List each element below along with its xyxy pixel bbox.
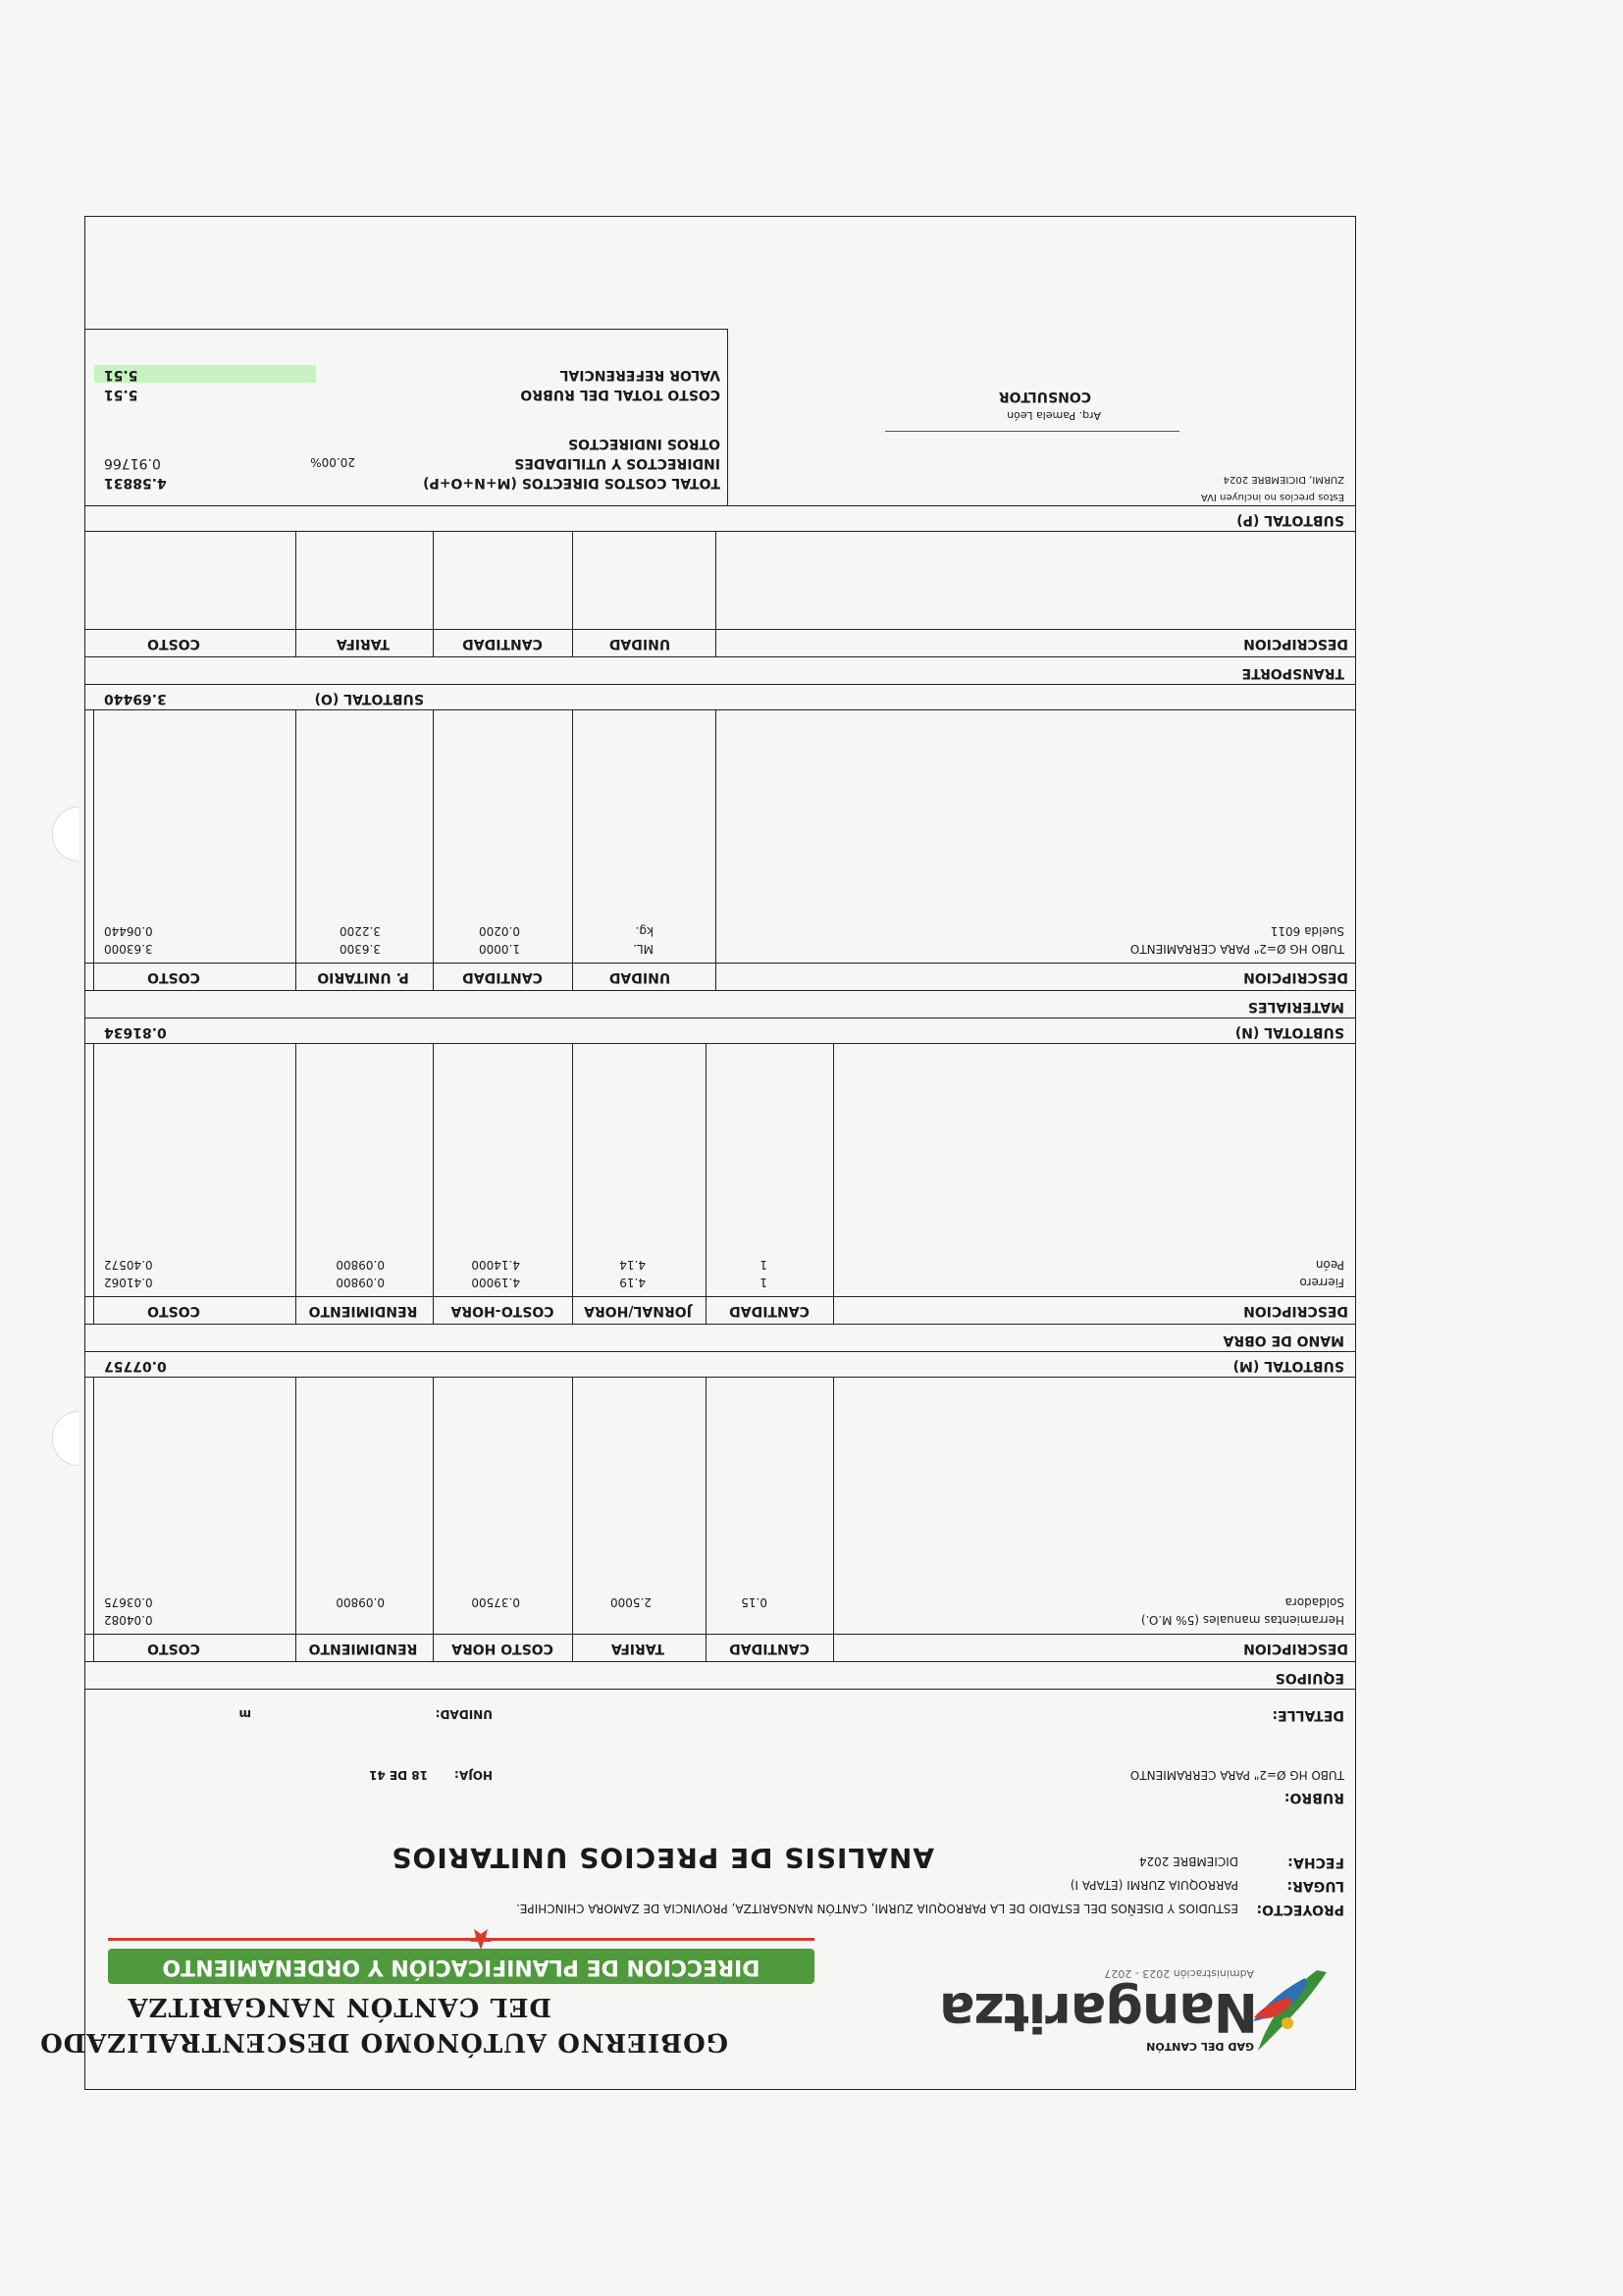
col-divider bbox=[833, 1378, 834, 1662]
materiales-unitario: 3.6300 bbox=[340, 942, 381, 956]
equipos-subtotal-label: SUBTOTAL (M) bbox=[1232, 1358, 1344, 1374]
materiales-header-unitario: P. UNITARIO bbox=[317, 969, 409, 985]
administration-text: Administración 2023 - 2027 bbox=[1104, 1967, 1254, 1980]
materiales-unidad: kg. bbox=[635, 924, 654, 938]
materiales-cantidad: 1.0000 bbox=[479, 942, 520, 956]
rule bbox=[84, 709, 1356, 710]
valor-referencial: 5.51 bbox=[104, 367, 138, 383]
equipos-subtotal: 0.07757 bbox=[104, 1358, 167, 1374]
document-title: ANALISIS DE PRECIOS UNITARIOS bbox=[391, 1842, 934, 1874]
transporte-header-descripcion: DESCRIPCION bbox=[1243, 636, 1348, 652]
sheet-frame bbox=[84, 216, 1356, 2090]
transporte-subtotal-label: SUBTOTAL (P) bbox=[1236, 512, 1344, 528]
mano-obra-header-rendimiento: RENDIMIENTO bbox=[308, 1303, 418, 1319]
indirectos-label: INDIRECTOS Y UTILIDADES bbox=[514, 455, 720, 471]
equipos-header-descripcion: DESCRIPCION bbox=[1243, 1641, 1348, 1656]
iva-note: Estos precios no incluyen IVA bbox=[1200, 492, 1344, 502]
equipos-costo: 0.04082 bbox=[104, 1613, 153, 1627]
transporte-header-cantidad: CANTIDAD bbox=[462, 636, 543, 652]
rule bbox=[84, 963, 1356, 964]
mano-obra-jornal: 4.19 bbox=[619, 1276, 646, 1289]
col-divider bbox=[433, 1044, 434, 1325]
materiales-section: MATERIALES bbox=[1247, 999, 1344, 1015]
rubro-value: TUBO HG Ø=2" PARA CERRAMIENTO bbox=[1129, 1768, 1344, 1782]
total-directos: 4.58831 bbox=[104, 475, 167, 491]
red-rule bbox=[108, 1938, 814, 1941]
col-divider bbox=[433, 1378, 434, 1662]
indirectos-pct: 20.00% bbox=[310, 455, 355, 469]
rule bbox=[84, 684, 1356, 685]
transporte-section: TRANSPORTE bbox=[1241, 665, 1344, 681]
logo-wordmark: Nangaritza bbox=[940, 1981, 1258, 2043]
col-divider bbox=[715, 532, 716, 657]
costo-total-label: COSTO TOTAL DEL RUBRO bbox=[520, 387, 720, 402]
rule bbox=[84, 1377, 1356, 1378]
rule bbox=[84, 1634, 1356, 1635]
mano-obra-costo: 0.40572 bbox=[104, 1258, 153, 1272]
rule bbox=[84, 1043, 1356, 1044]
rubro-label: RUBRO: bbox=[1283, 1790, 1344, 1805]
unidad-label: UNIDAD: bbox=[435, 1707, 493, 1721]
total-directos-label: TOTAL COSTOS DIRECTOS (M+N+O+P) bbox=[423, 475, 720, 491]
mano-obra-header-descripcion: DESCRIPCION bbox=[1243, 1303, 1348, 1319]
col-divider bbox=[433, 532, 434, 657]
consultor-title: CONSULTOR bbox=[998, 389, 1091, 404]
equipos-header-costo-hora: COSTO HORA bbox=[451, 1641, 553, 1656]
equipos-desc: Herramientas manuales (5% M.O.) bbox=[1140, 1613, 1344, 1627]
costo-total: 5.51 bbox=[104, 387, 138, 402]
rule bbox=[84, 1351, 1356, 1352]
consultor-name: Arq. Pamela León bbox=[1007, 409, 1101, 422]
col-divider bbox=[295, 532, 296, 657]
materiales-header-cantidad: CANTIDAD bbox=[462, 969, 543, 985]
rule bbox=[84, 1661, 1356, 1662]
equipos-costo-hora: 0.37500 bbox=[471, 1595, 520, 1609]
punch-hole bbox=[52, 1411, 79, 1466]
col-divider bbox=[727, 330, 728, 506]
materiales-header-unidad: UNIDAD bbox=[608, 969, 671, 985]
mano-obra-subtotal: 0.81634 bbox=[104, 1024, 167, 1040]
lugar-value: PARROQUIA ZURMI (ETAPA I) bbox=[1070, 1878, 1238, 1892]
signature-line bbox=[885, 431, 1179, 432]
col-divider bbox=[93, 710, 94, 991]
materiales-costo: 3.63000 bbox=[104, 942, 153, 956]
rule bbox=[84, 990, 1356, 991]
mano-obra-desc: Peón bbox=[1315, 1258, 1344, 1272]
rule bbox=[84, 1324, 1356, 1325]
punch-hole bbox=[52, 807, 79, 861]
rule bbox=[84, 1689, 1356, 1690]
otros-indirectos-label: OTROS INDIRECTOS bbox=[568, 436, 720, 451]
mano-obra-header-cantidad: CANTIDAD bbox=[729, 1303, 810, 1319]
materiales-header-descripcion: DESCRIPCION bbox=[1243, 969, 1348, 985]
materiales-desc: Suelda 6011 bbox=[1270, 924, 1344, 938]
logo-small-text: GAD DEL CANTÓN bbox=[1146, 2040, 1254, 2053]
materiales-costo: 0.06440 bbox=[104, 924, 153, 938]
gad-title-line2: DEL CANTÓN NANGARITZA bbox=[127, 1992, 551, 2021]
rule bbox=[84, 629, 1356, 630]
rule bbox=[84, 1296, 1356, 1297]
mano-obra-rendimiento: 0.09800 bbox=[336, 1276, 385, 1289]
hoja-label: HOJA: bbox=[453, 1768, 493, 1782]
fecha-value: DICIEMBRE 2024 bbox=[1138, 1854, 1238, 1868]
col-divider bbox=[572, 1044, 573, 1325]
rule bbox=[84, 329, 728, 330]
equipos-header-costo: COSTO bbox=[147, 1641, 200, 1656]
materiales-desc: TUBO HG Ø=2" PARA CERRAMIENTO bbox=[1129, 942, 1344, 956]
valor-referencial-label: VALOR REFERENCIAL bbox=[559, 367, 720, 383]
col-divider bbox=[706, 1378, 707, 1662]
col-divider bbox=[572, 1378, 573, 1662]
mano-obra-subtotal-label: SUBTOTAL (N) bbox=[1234, 1024, 1344, 1040]
mano-obra-costo-hora: 4.14000 bbox=[471, 1258, 520, 1272]
materiales-header-costo: COSTO bbox=[147, 969, 200, 985]
mano-obra-header-jornal: JORNAL/HORA bbox=[584, 1303, 692, 1319]
mano-obra-header-costo-hora: COSTO-HORA bbox=[450, 1303, 554, 1319]
col-divider bbox=[433, 710, 434, 991]
col-divider bbox=[706, 1044, 707, 1325]
equipos-header-tarifa: TARIFA bbox=[610, 1641, 665, 1656]
place-date: ZURMI, DICIEMBRE 2024 bbox=[1223, 474, 1344, 485]
mano-obra-desc: Fierrero bbox=[1299, 1276, 1344, 1289]
col-divider bbox=[715, 710, 716, 991]
equipos-tarifa: 2.5000 bbox=[610, 1595, 652, 1609]
equipos-section: EQUIPOS bbox=[1275, 1670, 1344, 1686]
star-icon bbox=[469, 1927, 493, 1951]
col-divider bbox=[572, 710, 573, 991]
unidad-value: m bbox=[238, 1707, 251, 1721]
col-divider bbox=[295, 1378, 296, 1662]
mano-obra-cantidad: 1 bbox=[759, 1258, 767, 1272]
mano-obra-costo: 0.41062 bbox=[104, 1276, 153, 1289]
indirectos: 0.91766 bbox=[104, 455, 161, 471]
col-divider bbox=[93, 1378, 94, 1662]
mano-obra-header-costo: COSTO bbox=[147, 1303, 200, 1319]
materiales-unidad: ML. bbox=[633, 942, 654, 956]
equipos-cantidad: 0.15 bbox=[741, 1595, 767, 1609]
equipos-header-cantidad: CANTIDAD bbox=[729, 1641, 810, 1656]
equipos-costo: 0.03675 bbox=[104, 1595, 153, 1609]
mano-obra-section: MANO DE OBRA bbox=[1223, 1332, 1344, 1348]
unit-price-sheet bbox=[39, 216, 1356, 2090]
materiales-unitario: 3.2200 bbox=[340, 924, 381, 938]
col-divider bbox=[93, 1044, 94, 1325]
materiales-cantidad: 0.0200 bbox=[479, 924, 520, 938]
direction-band: DIRECCION DE PLANIFICACIÓN Y ORDENAMIENTO bbox=[108, 1949, 814, 1984]
transporte-header-unidad: UNIDAD bbox=[608, 636, 671, 652]
lugar-label: LUGAR: bbox=[1286, 1878, 1344, 1894]
bird-icon bbox=[1248, 1962, 1336, 2061]
mano-obra-costo-hora: 4.19000 bbox=[471, 1276, 520, 1289]
mano-obra-jornal: 4.14 bbox=[619, 1258, 646, 1272]
equipos-desc: Soldadora bbox=[1284, 1595, 1344, 1609]
proyecto-value: ESTUDIOS Y DISEÑOS DEL ESTADIO DE LA PARROQUIA ZURMI, CANTÓN NANGARITZA, PROVINCIA DE ZAMORA CHINCHIPE. bbox=[516, 1902, 1238, 1915]
materiales-subtotal: 3.69440 bbox=[104, 691, 167, 706]
gad-title-line1: GOBIERNO AUTÓNOMO DESCENTRALIZADO bbox=[39, 2027, 728, 2057]
transporte-header-costo: COSTO bbox=[147, 636, 200, 652]
col-divider bbox=[833, 1044, 834, 1325]
equipos-rendimiento: 0.09800 bbox=[336, 1595, 385, 1609]
mano-obra-rendimiento: 0.09800 bbox=[336, 1258, 385, 1272]
equipos-header-rendimiento: RENDIMIENTO bbox=[308, 1641, 418, 1656]
transporte-header-tarifa: TARIFA bbox=[336, 636, 391, 652]
fecha-label: FECHA: bbox=[1287, 1854, 1344, 1870]
col-divider bbox=[295, 710, 296, 991]
rule bbox=[84, 531, 1356, 532]
rule bbox=[84, 656, 1356, 657]
col-divider bbox=[572, 532, 573, 657]
rule bbox=[84, 505, 1356, 506]
proyecto-label: PROYECTO: bbox=[1256, 1902, 1344, 1917]
mano-obra-cantidad: 1 bbox=[759, 1276, 767, 1289]
hoja-value: 18 DE 41 bbox=[369, 1768, 428, 1782]
detalle-label: DETALLE: bbox=[1272, 1707, 1344, 1723]
materiales-subtotal-label: SUBTOTAL (O) bbox=[314, 691, 424, 706]
col-divider bbox=[295, 1044, 296, 1325]
